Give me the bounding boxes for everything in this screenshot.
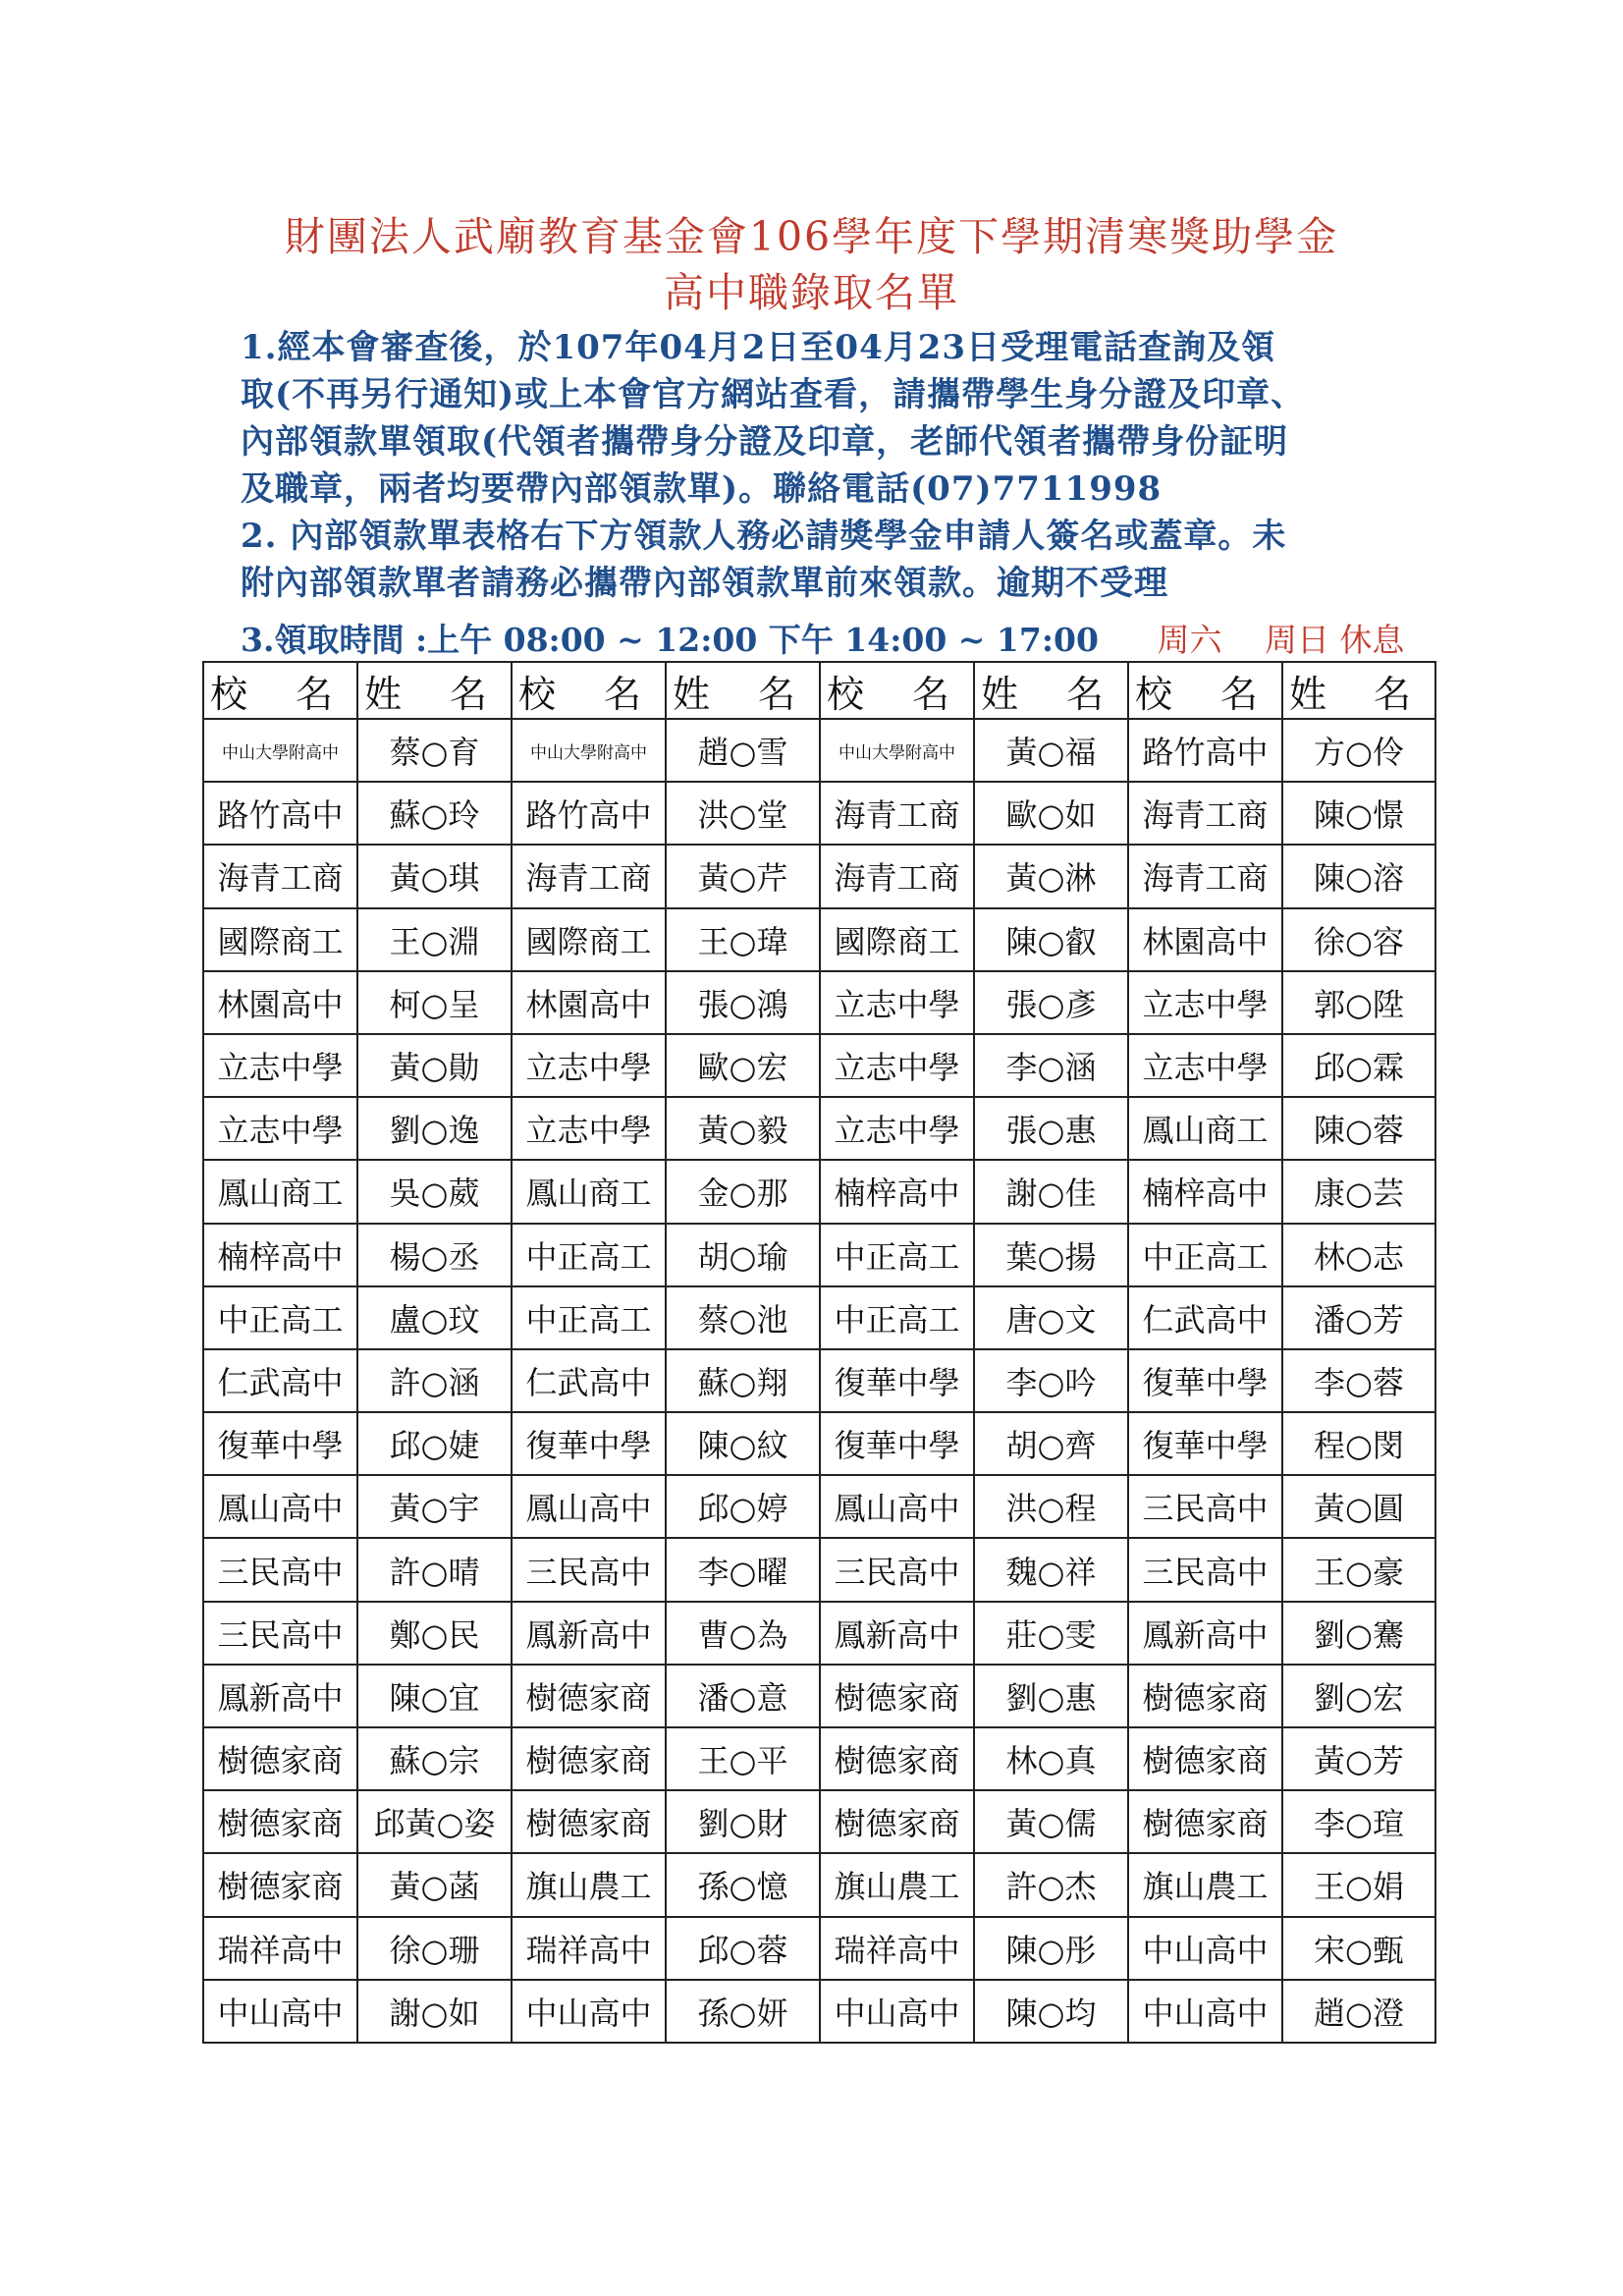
student-name-cell: 魏○祥 (974, 1538, 1128, 1601)
school-cell: 樹德家商 (1128, 1727, 1282, 1790)
student-name-cell: 黃○圓 (1282, 1475, 1435, 1538)
title-line-2: 高中職錄取名單 (664, 269, 959, 316)
school-cell: 中正高工 (203, 1286, 357, 1349)
school-cell: 樹德家商 (1128, 1790, 1282, 1853)
notice-line: 及職章，兩者均要帶內部領款單)。聯絡電話(07)7711998 (241, 469, 1163, 509)
school-cell: 復華中學 (1128, 1412, 1282, 1475)
header-char: 姓 (981, 672, 1019, 716)
closed-days-text: 周六 周日 休息 (1157, 621, 1405, 659)
table-row (203, 1475, 1435, 1538)
student-name-cell: 金○那 (666, 1160, 820, 1223)
student-name-cell: 王○豪 (1282, 1538, 1435, 1601)
student-name-cell: 黃○勛 (357, 1034, 512, 1097)
school-cell: 復華中學 (820, 1349, 974, 1412)
student-name-cell: 胡○齊 (974, 1412, 1128, 1475)
header-char: 名 (603, 672, 641, 716)
school-cell: 樹德家商 (512, 1665, 666, 1727)
student-name-cell: 鄭○民 (357, 1602, 512, 1665)
school-cell: 路竹高中 (203, 782, 357, 845)
notice-line: 1.經本會審查後，於107年04月2日至04月23日受理電話查詢及領 (241, 328, 1276, 367)
school-cell: 旗山農工 (820, 1853, 974, 1916)
school-cell: 瑞祥高中 (512, 1917, 666, 1980)
student-name-cell: 程○閔 (1282, 1412, 1435, 1475)
table-row (203, 1980, 1435, 2043)
student-name-cell: 謝○佳 (974, 1160, 1128, 1223)
student-name-cell: 陳○紋 (666, 1412, 820, 1475)
student-name-cell: 徐○容 (1282, 908, 1435, 971)
school-cell: 中山大學附高中 (203, 719, 357, 782)
school-cell: 樹德家商 (820, 1727, 974, 1790)
student-name-cell: 王○平 (666, 1727, 820, 1790)
notice-line: 2. 內部領款單表格右下方領款人務必請獎學金申請人簽名或蓋章。未 (241, 517, 1287, 556)
student-name-cell: 王○瑋 (666, 908, 820, 971)
header-char: 姓 (364, 672, 403, 716)
student-name-cell: 唐○文 (974, 1286, 1128, 1349)
notice-line: 附內部領款單者請務必攜帶內部領款單前來領款。逾期不受理 (241, 564, 1168, 603)
school-cell: 復華中學 (1128, 1349, 1282, 1412)
school-cell: 立志中學 (820, 1097, 974, 1160)
student-name-cell: 陳○溶 (1282, 845, 1435, 907)
student-name-cell: 陳○憬 (1282, 782, 1435, 845)
school-cell: 中山高中 (820, 1980, 974, 2043)
school-cell: 海青工商 (1128, 782, 1282, 845)
student-name-cell: 歐○宏 (666, 1034, 820, 1097)
school-cell: 瑞祥高中 (203, 1917, 357, 1980)
student-name-cell: 宋○甄 (1282, 1917, 1435, 1980)
school-cell: 樹德家商 (820, 1790, 974, 1853)
school-cell: 鳳新高中 (512, 1602, 666, 1665)
student-name-cell: 蔡○池 (666, 1286, 820, 1349)
table-row (203, 1727, 1435, 1790)
school-cell: 中正高工 (512, 1224, 666, 1286)
student-name-cell: 胡○瑜 (666, 1224, 820, 1286)
school-cell: 鳳新高中 (203, 1665, 357, 1727)
school-cell: 路竹高中 (512, 782, 666, 845)
school-cell: 樹德家商 (820, 1665, 974, 1727)
student-name-cell: 劉○宏 (1282, 1665, 1435, 1727)
table-row (203, 1538, 1435, 1601)
student-name-cell: 林○志 (1282, 1224, 1435, 1286)
student-name-cell: 黃○儒 (974, 1790, 1128, 1853)
header-char: 姓 (673, 672, 711, 716)
student-name-cell: 蔡○育 (357, 719, 512, 782)
student-name-cell: 孫○憶 (666, 1853, 820, 1916)
school-cell: 樹德家商 (512, 1790, 666, 1853)
table-row (203, 1602, 1435, 1665)
student-name-cell: 許○涵 (357, 1349, 512, 1412)
school-cell: 海青工商 (1128, 845, 1282, 907)
student-name-cell: 陳○彤 (974, 1917, 1128, 1980)
student-name-cell: 孫○妍 (666, 1980, 820, 2043)
school-cell: 海青工商 (203, 845, 357, 907)
student-name-cell: 趙○澄 (1282, 1980, 1435, 2043)
student-name-cell: 葉○揚 (974, 1224, 1128, 1286)
student-name-cell: 吳○葳 (357, 1160, 512, 1223)
table-row (203, 971, 1435, 1034)
table-header-row (203, 662, 1435, 719)
student-name-cell: 邱○霖 (1282, 1034, 1435, 1097)
awardee-table (202, 661, 1436, 2044)
school-cell: 立志中學 (512, 1034, 666, 1097)
student-name-cell: 李○吟 (974, 1349, 1128, 1412)
header-school (203, 662, 357, 719)
school-cell: 鳳山商工 (1128, 1097, 1282, 1160)
header-name (1282, 662, 1435, 719)
school-cell: 立志中學 (512, 1097, 666, 1160)
student-name-cell: 張○彥 (974, 971, 1128, 1034)
header-char: 名 (911, 672, 949, 716)
header-char: 名 (449, 672, 487, 716)
student-name-cell: 劉○逸 (357, 1097, 512, 1160)
header-char: 校 (1135, 672, 1173, 716)
school-cell: 海青工商 (820, 845, 974, 907)
table-row (203, 1286, 1435, 1349)
header-char: 名 (1065, 672, 1104, 716)
school-cell: 鳳山商工 (203, 1160, 357, 1223)
header-name (357, 662, 512, 719)
header-name (974, 662, 1128, 719)
table-row (203, 719, 1435, 782)
school-cell: 中山高中 (512, 1980, 666, 2043)
student-name-cell: 陳○宜 (357, 1665, 512, 1727)
pickup-hours-text: 3.領取時間 :上午 08:00 ~ 12:00 下午 14:00 ~ 17:00 (241, 621, 1099, 659)
school-cell: 三民高中 (1128, 1538, 1282, 1601)
school-cell: 鳳山高中 (203, 1475, 357, 1538)
student-name-cell: 邱黃○姿 (357, 1790, 512, 1853)
header-char: 名 (1219, 672, 1258, 716)
school-cell: 復華中學 (512, 1412, 666, 1475)
student-name-cell: 黃○福 (974, 719, 1128, 782)
student-name-cell: 黃○芹 (666, 845, 820, 907)
header-char: 姓 (1289, 672, 1327, 716)
table-row (203, 1224, 1435, 1286)
student-name-cell: 盧○玟 (357, 1286, 512, 1349)
header-char: 名 (295, 672, 333, 716)
school-cell: 立志中學 (1128, 971, 1282, 1034)
pickup-hours (241, 615, 1404, 661)
student-name-cell: 張○鴻 (666, 971, 820, 1034)
header-char: 校 (210, 672, 248, 716)
student-name-cell: 黃○宇 (357, 1475, 512, 1538)
header-school (1128, 662, 1282, 719)
student-name-cell: 陳○均 (974, 1980, 1128, 2043)
student-name-cell: 徐○珊 (357, 1917, 512, 1980)
school-cell: 中山高中 (1128, 1917, 1282, 1980)
student-name-cell: 趙○雪 (666, 719, 820, 782)
table-row (203, 1160, 1435, 1223)
student-name-cell: 曹○為 (666, 1602, 820, 1665)
notice-line: 取(不再另行通知)或上本會官方網站查看，請攜帶學生身分證及印章、 (241, 375, 1306, 414)
student-name-cell: 邱○婕 (357, 1412, 512, 1475)
school-cell: 楠梓高中 (1128, 1160, 1282, 1223)
school-cell: 國際商工 (203, 908, 357, 971)
school-cell: 中正高工 (1128, 1224, 1282, 1286)
school-cell: 三民高中 (203, 1538, 357, 1601)
school-cell: 瑞祥高中 (820, 1917, 974, 1980)
student-name-cell: 蘇○宗 (357, 1727, 512, 1790)
school-cell: 復華中學 (820, 1412, 974, 1475)
school-cell: 鳳新高中 (1128, 1602, 1282, 1665)
student-name-cell: 黃○琪 (357, 845, 512, 907)
student-name-cell: 許○杰 (974, 1853, 1128, 1916)
school-cell: 仁武高中 (1128, 1286, 1282, 1349)
notice-line: 內部領款單領取(代領者攜帶身分證及印章，老師代領者攜帶身份証明 (241, 422, 1289, 462)
student-name-cell: 李○涵 (974, 1034, 1128, 1097)
school-cell: 林園高中 (203, 971, 357, 1034)
student-name-cell: 柯○呈 (357, 971, 512, 1034)
school-cell: 三民高中 (512, 1538, 666, 1601)
header-char: 校 (827, 672, 865, 716)
school-cell: 鳳新高中 (820, 1602, 974, 1665)
student-name-cell: 邱○蓉 (666, 1917, 820, 1980)
table-row (203, 845, 1435, 907)
notice-block (241, 324, 1419, 607)
student-name-cell: 黃○芳 (1282, 1727, 1435, 1790)
school-cell: 立志中學 (820, 1034, 974, 1097)
school-cell: 樹德家商 (203, 1790, 357, 1853)
table-row (203, 1097, 1435, 1160)
student-name-cell: 劉○騫 (1282, 1602, 1435, 1665)
school-cell: 中山大學附高中 (820, 719, 974, 782)
school-cell: 立志中學 (1128, 1034, 1282, 1097)
student-name-cell: 謝○如 (357, 1980, 512, 2043)
header-school (512, 662, 666, 719)
school-cell: 中山高中 (1128, 1980, 1282, 2043)
school-cell: 國際商工 (820, 908, 974, 971)
school-cell: 中山大學附高中 (512, 719, 666, 782)
student-name-cell: 歐○如 (974, 782, 1128, 845)
school-cell: 中正高工 (820, 1286, 974, 1349)
table-row (203, 1790, 1435, 1853)
student-name-cell: 楊○丞 (357, 1224, 512, 1286)
header-char: 校 (518, 672, 557, 716)
student-name-cell: 王○淵 (357, 908, 512, 971)
student-name-cell: 康○芸 (1282, 1160, 1435, 1223)
student-name-cell: 洪○堂 (666, 782, 820, 845)
table-row (203, 1034, 1435, 1097)
school-cell: 鳳山高中 (512, 1475, 666, 1538)
school-cell: 三民高中 (203, 1602, 357, 1665)
school-cell: 旗山農工 (512, 1853, 666, 1916)
student-name-cell: 李○蓉 (1282, 1349, 1435, 1412)
school-cell: 鳳山商工 (512, 1160, 666, 1223)
student-name-cell: 張○惠 (974, 1097, 1128, 1160)
header-char: 名 (757, 672, 795, 716)
table-row (203, 782, 1435, 845)
table-row (203, 908, 1435, 971)
school-cell: 路竹高中 (1128, 719, 1282, 782)
header-school (820, 662, 974, 719)
student-name-cell: 莊○雯 (974, 1602, 1128, 1665)
school-cell: 中山高中 (203, 1980, 357, 2043)
student-name-cell: 邱○婷 (666, 1475, 820, 1538)
school-cell: 樹德家商 (203, 1727, 357, 1790)
student-name-cell: 陳○叡 (974, 908, 1128, 971)
title-line-1: 財團法人武廟教育基金會106學年度下學期清寒獎助學金 (284, 213, 1339, 260)
school-cell: 立志中學 (203, 1034, 357, 1097)
school-cell: 楠梓高中 (820, 1160, 974, 1223)
school-cell: 國際商工 (512, 908, 666, 971)
student-name-cell: 潘○意 (666, 1665, 820, 1727)
student-name-cell: 蘇○玲 (357, 782, 512, 845)
student-name-cell: 蘇○翔 (666, 1349, 820, 1412)
school-cell: 海青工商 (512, 845, 666, 907)
school-cell: 旗山農工 (1128, 1853, 1282, 1916)
school-cell: 仁武高中 (203, 1349, 357, 1412)
school-cell: 樹德家商 (1128, 1665, 1282, 1727)
student-name-cell: 林○真 (974, 1727, 1128, 1790)
student-name-cell: 許○晴 (357, 1538, 512, 1601)
table-row (203, 1665, 1435, 1727)
table-row (203, 1349, 1435, 1412)
school-cell: 中正高工 (512, 1286, 666, 1349)
student-name-cell: 陳○蓉 (1282, 1097, 1435, 1160)
school-cell: 海青工商 (820, 782, 974, 845)
school-cell: 仁武高中 (512, 1349, 666, 1412)
student-name-cell: 王○娟 (1282, 1853, 1435, 1916)
table-row (203, 1412, 1435, 1475)
school-cell: 立志中學 (203, 1097, 357, 1160)
school-cell: 樹德家商 (203, 1853, 357, 1916)
school-cell: 復華中學 (203, 1412, 357, 1475)
student-name-cell: 劉○惠 (974, 1665, 1128, 1727)
student-name-cell: 李○曜 (666, 1538, 820, 1601)
school-cell: 三民高中 (820, 1538, 974, 1601)
student-name-cell: 黃○淋 (974, 845, 1128, 907)
header-name (666, 662, 820, 719)
school-cell: 鳳山高中 (820, 1475, 974, 1538)
student-name-cell: 黃○毅 (666, 1097, 820, 1160)
student-name-cell: 方○伶 (1282, 719, 1435, 782)
school-cell: 林園高中 (512, 971, 666, 1034)
header-char: 名 (1373, 672, 1411, 716)
school-cell: 中正高工 (820, 1224, 974, 1286)
student-name-cell: 劉○財 (666, 1790, 820, 1853)
school-cell: 三民高中 (1128, 1475, 1282, 1538)
school-cell: 林園高中 (1128, 908, 1282, 971)
school-cell: 楠梓高中 (203, 1224, 357, 1286)
student-name-cell: 黃○菡 (357, 1853, 512, 1916)
school-cell: 樹德家商 (512, 1727, 666, 1790)
student-name-cell: 李○瑄 (1282, 1790, 1435, 1853)
student-name-cell: 郭○陞 (1282, 971, 1435, 1034)
table-row (203, 1853, 1435, 1916)
school-cell: 立志中學 (820, 971, 974, 1034)
student-name-cell: 洪○程 (974, 1475, 1128, 1538)
student-name-cell: 潘○芳 (1282, 1286, 1435, 1349)
table-row (203, 1917, 1435, 1980)
